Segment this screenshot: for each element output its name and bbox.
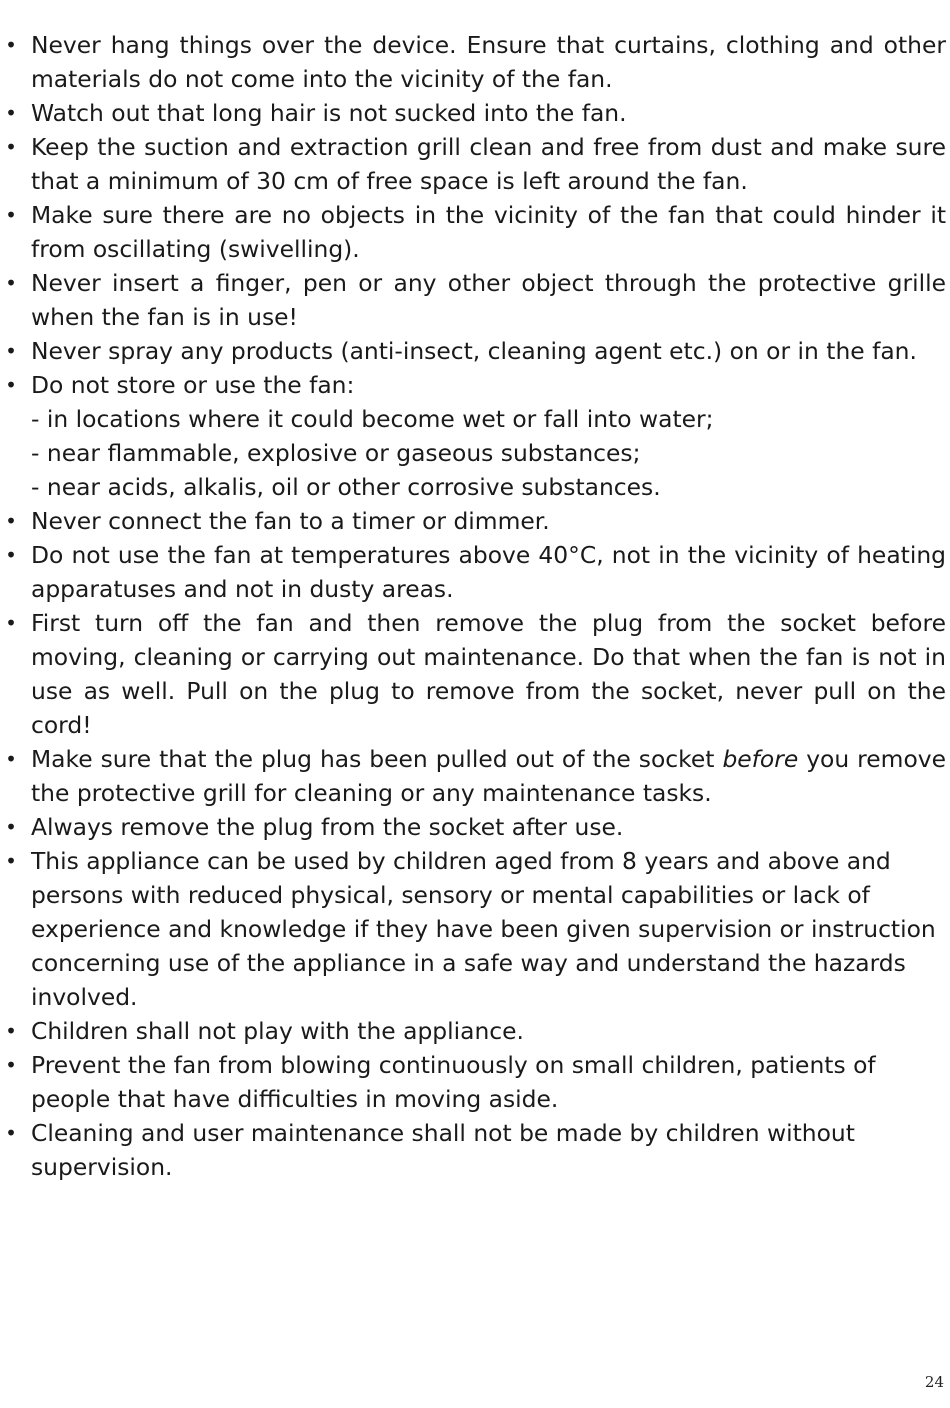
sub-item: - near flammable, explosive or gaseous substances;: [31, 439, 641, 467]
bullet-icon: •: [5, 1019, 17, 1043]
list-item: [0, 198, 946, 266]
list-item-text: Never hang things over the device. Ensure that curtains, clothing and other materials do not come into the vicinity of the fan.: [31, 31, 946, 93]
bullet-icon: •: [5, 543, 17, 567]
list-item: [0, 742, 946, 810]
list-item-text: First turn off the fan and then remove the plug from the socket before moving, cleaning or carrying out maintenance. Do that when the fan is not in use as well. Pull on the plug to remove from the socket, never pull on the cord!: [31, 609, 946, 739]
list-item-text: Do not use the fan at temperatures above 40°C, not in the vicinity of heating apparatuses and not in dusty areas.: [31, 541, 946, 603]
list-item-text: you remove the protective grill for cleaning or any maintenance tasks.: [31, 745, 947, 807]
list-item: [0, 28, 946, 96]
page-number: 24: [924, 1373, 944, 1391]
list-item-text: This appliance can be used by children aged from 8 years and above and persons with reduced physical, sensory or mental capabilities or lack of experience and knowledge if they have been given supervision or instruction concerning use of the appliance in a safe way and understand the hazards involved.: [31, 847, 936, 1011]
sub-item: - near acids, alkalis, oil or other corrosive substances.: [31, 473, 661, 501]
list-item-text: Never insert a finger, pen or any other object through the protective grille when the fan is in use!: [31, 269, 946, 331]
list-item-text: Make sure that the plug has been pulled out of the socket: [31, 745, 723, 773]
bullet-icon: •: [5, 611, 17, 635]
document-body: [0, 28, 946, 1184]
bullet-icon: •: [5, 271, 17, 295]
list-item-text: Cleaning and user maintenance shall not be made by children without supervision.: [31, 1119, 855, 1181]
bullet-icon: •: [5, 1121, 17, 1145]
bullet-icon: •: [5, 747, 17, 771]
list-item-text: Watch out that long hair is not sucked into the fan.: [31, 99, 627, 127]
list-item: [0, 844, 946, 1014]
bullet-icon: •: [5, 849, 17, 873]
list-item-text: Never connect the fan to a timer or dimmer.: [31, 507, 550, 535]
list-item-text: Do not store or use the fan:: [31, 371, 355, 399]
list-item: [0, 96, 946, 130]
list-item-text: Keep the suction and extraction grill clean and free from dust and make sure that a minimum of 30 cm of free space is left around the fan.: [31, 133, 946, 195]
list-item: [0, 1014, 946, 1048]
bullet-icon: •: [5, 815, 17, 839]
list-item: [0, 606, 946, 742]
list-item: [0, 130, 946, 198]
list-item-text: Make sure there are no objects in the vicinity of the fan that could hinder it from oscillating (swivelling).: [31, 201, 946, 263]
bullet-icon: •: [5, 509, 17, 533]
bullet-icon: •: [5, 373, 17, 397]
bullet-icon: •: [5, 101, 17, 125]
list-item: [0, 504, 946, 538]
list-item-text: Prevent the fan from blowing continuously on small children, patients of people that have difficulties in moving aside.: [31, 1051, 876, 1113]
emphasis-text: before: [722, 745, 799, 773]
bullet-icon: •: [5, 1053, 17, 1077]
list-item: [0, 266, 946, 334]
bullet-icon: •: [5, 339, 17, 363]
list-item: [0, 368, 946, 504]
list-item-text: Always remove the plug from the socket after use.: [31, 813, 624, 841]
list-item: [0, 1116, 946, 1184]
list-item-text: Children shall not play with the appliance.: [31, 1017, 524, 1045]
list-item-text: Never spray any products (anti-insect, cleaning agent etc.) on or in the fan.: [31, 337, 917, 365]
bullet-icon: •: [5, 33, 17, 57]
bullet-icon: •: [5, 135, 17, 159]
sub-item: - in locations where it could become wet or fall into water;: [31, 405, 714, 433]
list-item: [0, 538, 946, 606]
bullet-icon: •: [5, 203, 17, 227]
list-item: [0, 334, 946, 368]
list-item: [0, 1048, 946, 1116]
safety-instructions-list: [0, 28, 946, 1184]
list-item: [0, 810, 946, 844]
